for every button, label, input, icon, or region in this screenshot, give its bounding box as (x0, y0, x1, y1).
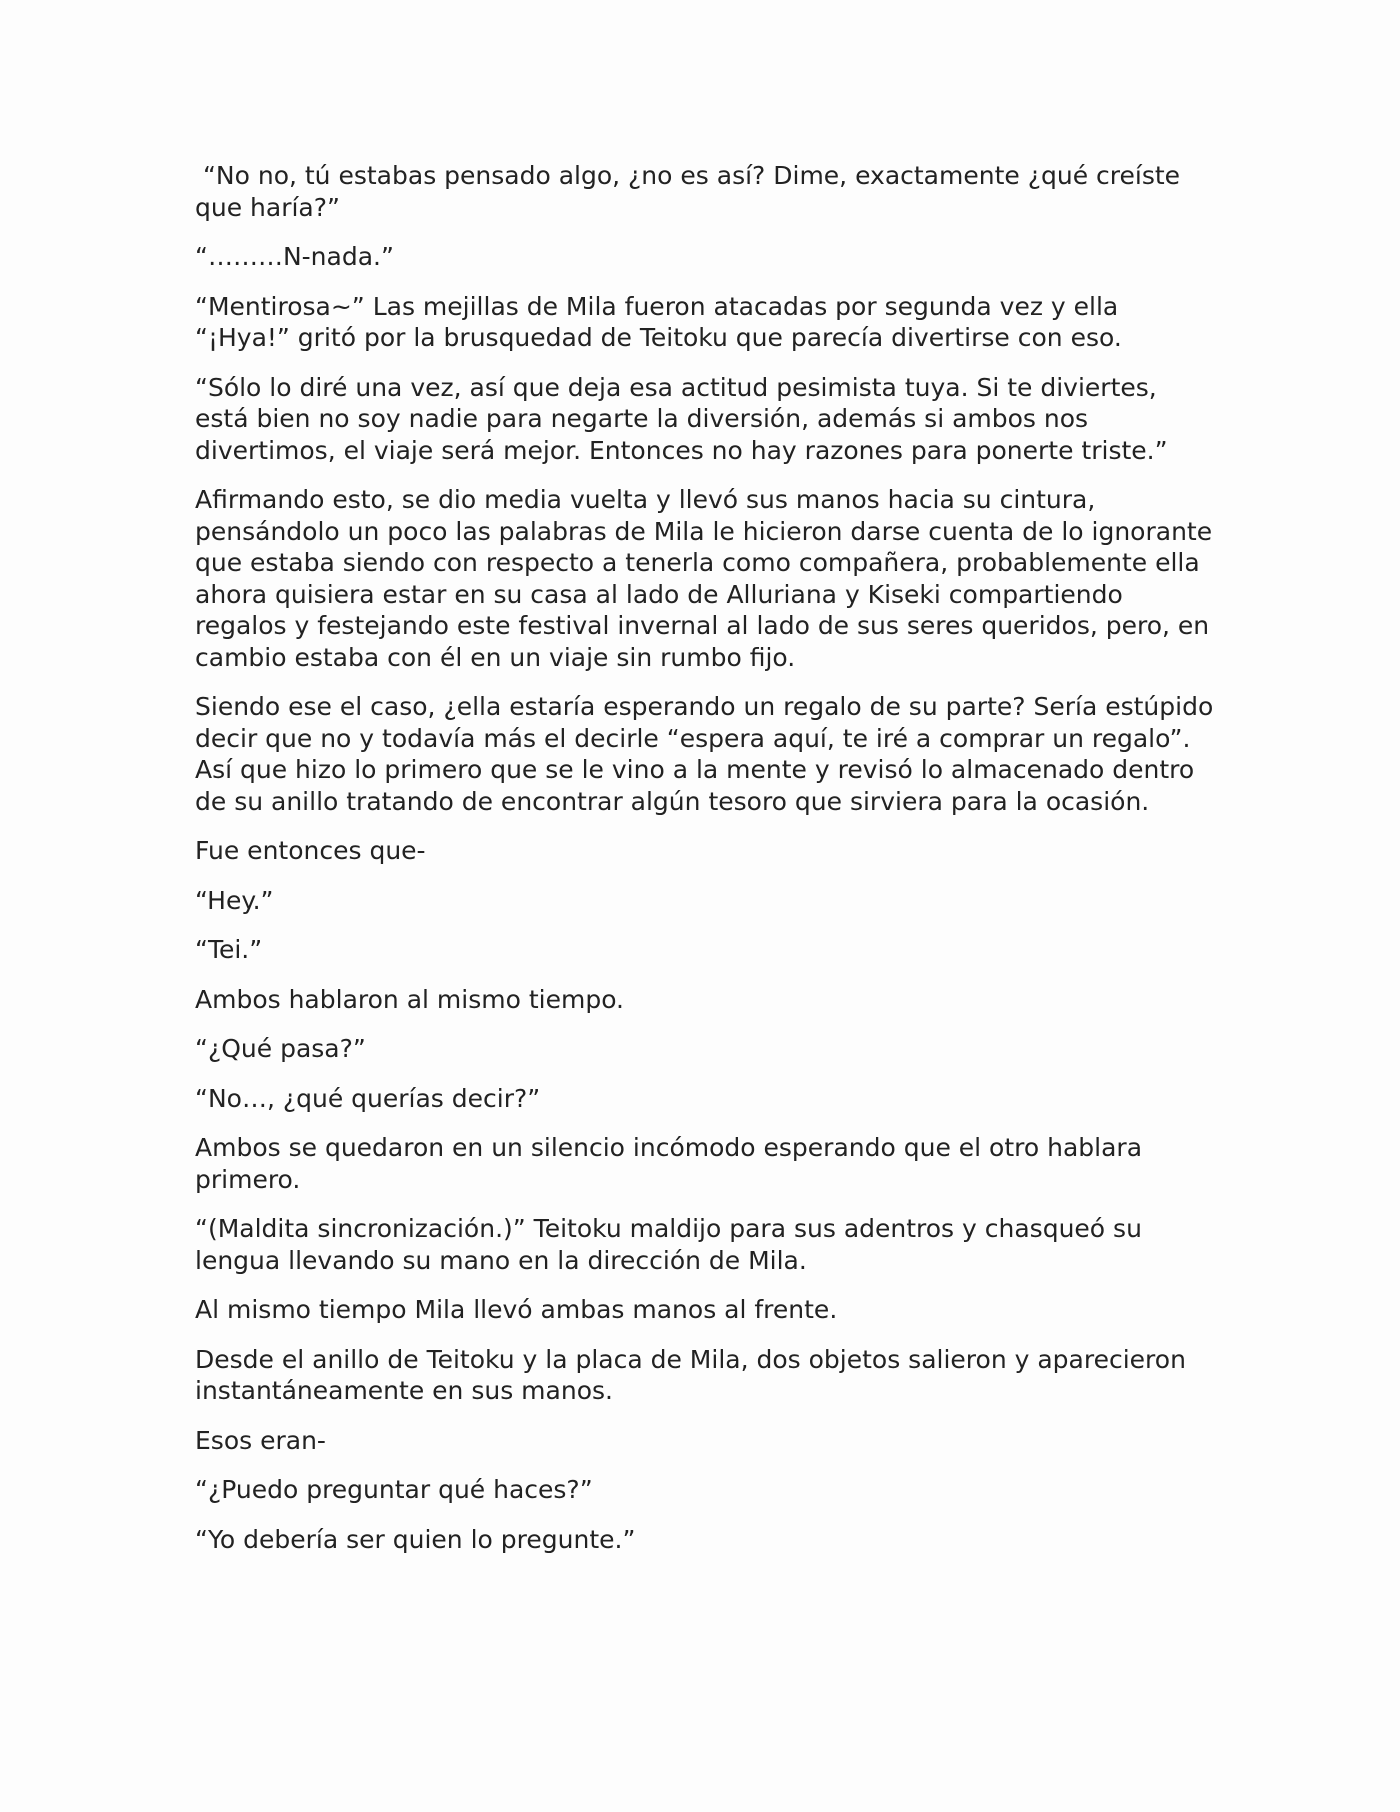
paragraph: Desde el anillo de Teitoku y la placa de Mila, dos objetos salieron y aparecieron instantáneamente en sus manos. (195, 1344, 1194, 1405)
paragraph: Esos eran- (195, 1425, 326, 1455)
paragraph: “Sólo lo diré una vez, así que deja esa actitud pesimista tuya. Si te diviertes, está bien no soy nadie para negarte la diversión, además si ambos nos divertimos, el viaje será mejor. Entonces no hay razones para ponerte triste.” (195, 372, 1168, 465)
paragraph: “………N-nada.” (195, 242, 394, 271)
paragraph: “Mentirosa~” Las mejillas de Mila fueron atacadas por segunda vez y ella “¡Hya!” gritó por la brusquedad de Teitoku que parecía divertirse con eso. (195, 291, 1127, 352)
paragraph: Al mismo tiempo Mila llevó ambas manos al frente. (195, 1295, 838, 1324)
paragraph: Fue entonces que- (195, 836, 426, 865)
body-text (195, 160, 1222, 1573)
paragraph: “Hey.” (195, 885, 274, 915)
paragraph: “No no, tú estabas pensado algo, ¿no es así? Dime, exactamente ¿qué creíste que haría?” (195, 161, 1188, 222)
paragraph: Ambos hablaron al mismo tiempo. (195, 984, 624, 1014)
paragraph: “(Maldita sincronización.)” Teitoku maldijo para sus adentros y chasqueó su lengua llevando su mano en la dirección de Mila. (195, 1214, 1150, 1275)
paragraph: Afirmando esto, se dio media vuelta y llevó sus manos hacia su cintura, pensándolo un poco las palabras de Mila le hicieron darse cuenta de lo ignorante que estaba siendo con respecto a tenerla como compañera, probablemente ella ahora quisiera estar en su casa al lado de Alluriana y Kiseki compartiendo regalos y festejando este festival invernal al lado de sus seres queridos, pero, en cambio estaba con él en un viaje sin rumbo fijo. (195, 485, 1221, 672)
paragraph: “No…, ¿qué querías decir?” (195, 1083, 541, 1113)
paragraph: Siendo ese el caso, ¿ella estaría esperando un regalo de su parte? Sería estúpido decir que no y todavía más el decirle “espera aquí, te iré a comprar un regalo”. Así que hizo lo primero que se le vino a la mente y revisó lo almacenado dentro de su anillo tratando de encontrar algún tesoro que sirviera para la ocasión. (195, 692, 1222, 816)
paragraph: “Tei.” (195, 935, 263, 964)
paragraph: Ambos se quedaron en un silencio incómodo esperando que el otro hablara primero. (195, 1133, 1150, 1194)
paragraph: “¿Puedo preguntar qué haces?” (195, 1475, 593, 1504)
paragraph: “¿Qué pasa?” (195, 1034, 366, 1063)
paragraph: “Yo debería ser quien lo pregunte.” (195, 1524, 636, 1554)
